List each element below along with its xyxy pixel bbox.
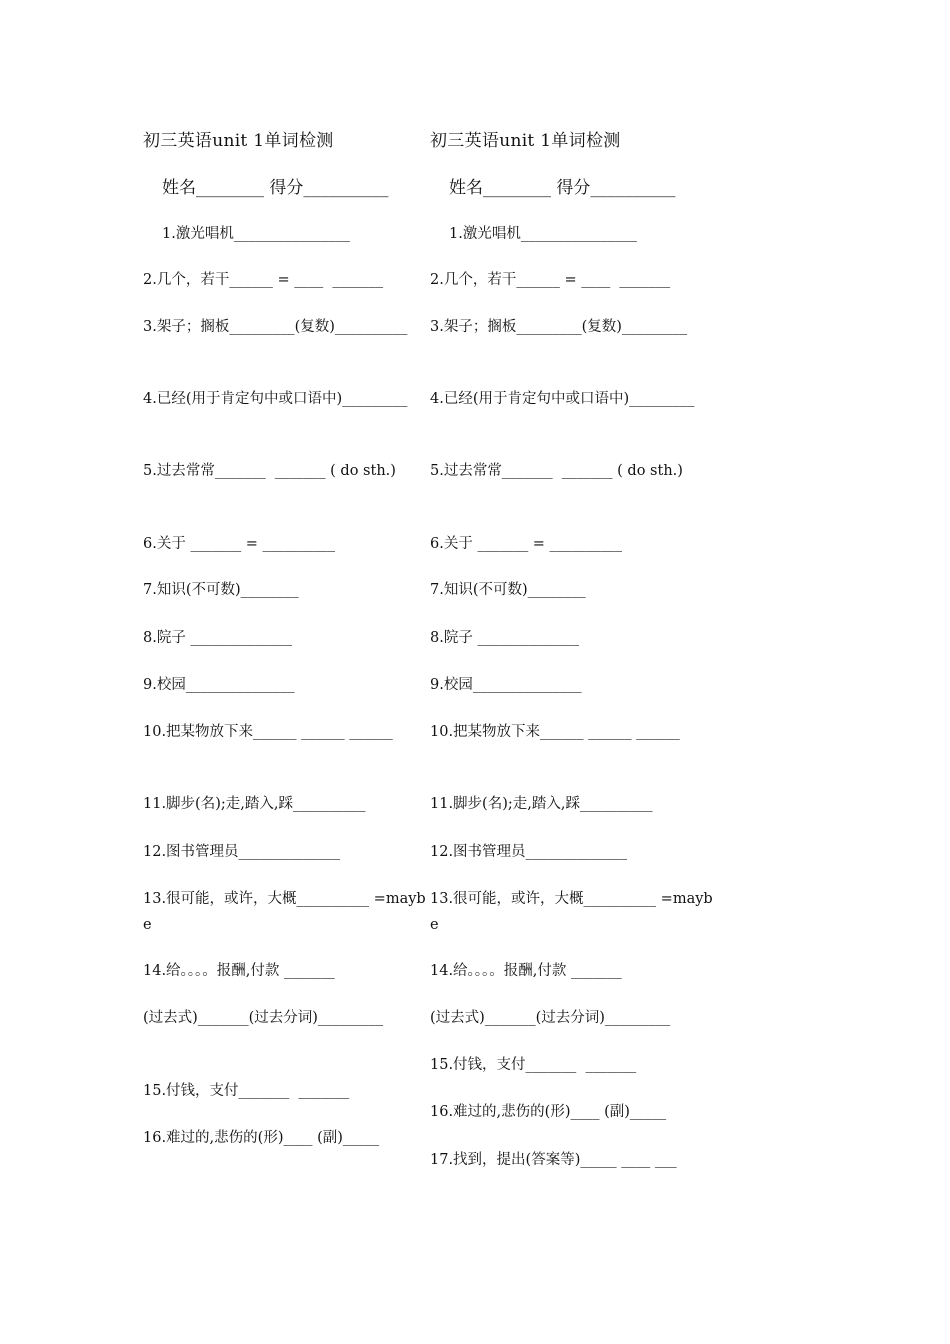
- vocab-item-16: 16.难过的,悲伤的(形)____ (副)_____: [143, 1130, 380, 1146]
- vocab-item-11: 11.脚步(名);走,踏入,踩__________: [143, 796, 366, 812]
- vocab-item-2: 2.几个，若干______ = ____ _______: [430, 272, 671, 288]
- vocab-item-8: 8.院子 ______________: [143, 630, 292, 646]
- name-score-line: 姓名________ 得分__________: [162, 178, 389, 198]
- vocab-item-16: 16.难过的,悲伤的(形)____ (副)_____: [430, 1104, 667, 1120]
- worksheet-title: 初三英语unit 1单词检测: [430, 131, 621, 151]
- vocab-item-7: 7.知识(不可数)________: [143, 582, 299, 598]
- vocab-item-2: 2.几个，若干______ = ____ _______: [143, 272, 384, 288]
- name-score-line: 姓名________ 得分__________: [449, 178, 676, 198]
- vocab-item-3: 3.架子；搁板_________(复数)_________: [430, 319, 688, 335]
- vocab-item-14: 14.给。。。。报酬,付款 _______: [430, 963, 622, 979]
- vocab-item-13: 13.很可能，或许，大概__________ =maybe: [430, 891, 713, 933]
- vocab-item-5: 5.过去常常_______ _______ ( do sth.): [143, 463, 396, 479]
- vocab-item-9: 9.校园_______________: [430, 677, 582, 693]
- vocab-item-10: 10.把某物放下来______ ______ ______: [430, 724, 680, 740]
- vocab-item-5: 5.过去常常_______ _______ ( do sth.): [430, 463, 683, 479]
- vocab-item-11: 11.脚步(名);走,踏入,踩__________: [430, 796, 653, 812]
- vocab-item-6: 6.关于 _______ = __________: [430, 536, 623, 552]
- vocab-item-3: 3.架子；搁板_________(复数)__________: [143, 319, 408, 335]
- vocab-item-13: 13.很可能，或许，大概__________ =maybe: [143, 891, 426, 933]
- vocab-item-1: 1.激光唱机________________: [162, 226, 350, 242]
- vocab-item-4: 4.已经(用于肯定句中或口语中)_________: [143, 391, 408, 407]
- vocab-item-7: 7.知识(不可数)________: [430, 582, 586, 598]
- vocab-item-14-forms: (过去式)_______(过去分词)_________: [143, 1010, 384, 1026]
- vocab-item-1: 1.激光唱机________________: [449, 226, 637, 242]
- vocab-item-8: 8.院子 ______________: [430, 630, 579, 646]
- vocab-item-15: 15.付钱，支付_______ _______: [430, 1057, 637, 1073]
- vocab-item-14-forms: (过去式)_______(过去分词)_________: [430, 1010, 671, 1026]
- vocab-item-4: 4.已经(用于肯定句中或口语中)_________: [430, 391, 695, 407]
- vocab-item-12: 12.图书管理员______________: [143, 844, 341, 860]
- vocab-item-9: 9.校园_______________: [143, 677, 295, 693]
- worksheet-title: 初三英语unit 1单词检测: [143, 131, 334, 151]
- vocab-item-14: 14.给。。。。报酬,付款 _______: [143, 963, 335, 979]
- vocab-item-6: 6.关于 _______ = __________: [143, 536, 336, 552]
- vocab-item-17: 17.找到，提出(答案等)_____ ____ ___: [430, 1152, 677, 1168]
- vocab-item-15: 15.付钱，支付_______ _______: [143, 1083, 350, 1099]
- vocab-item-12: 12.图书管理员______________: [430, 844, 628, 860]
- vocab-item-10: 10.把某物放下来______ ______ ______: [143, 724, 393, 740]
